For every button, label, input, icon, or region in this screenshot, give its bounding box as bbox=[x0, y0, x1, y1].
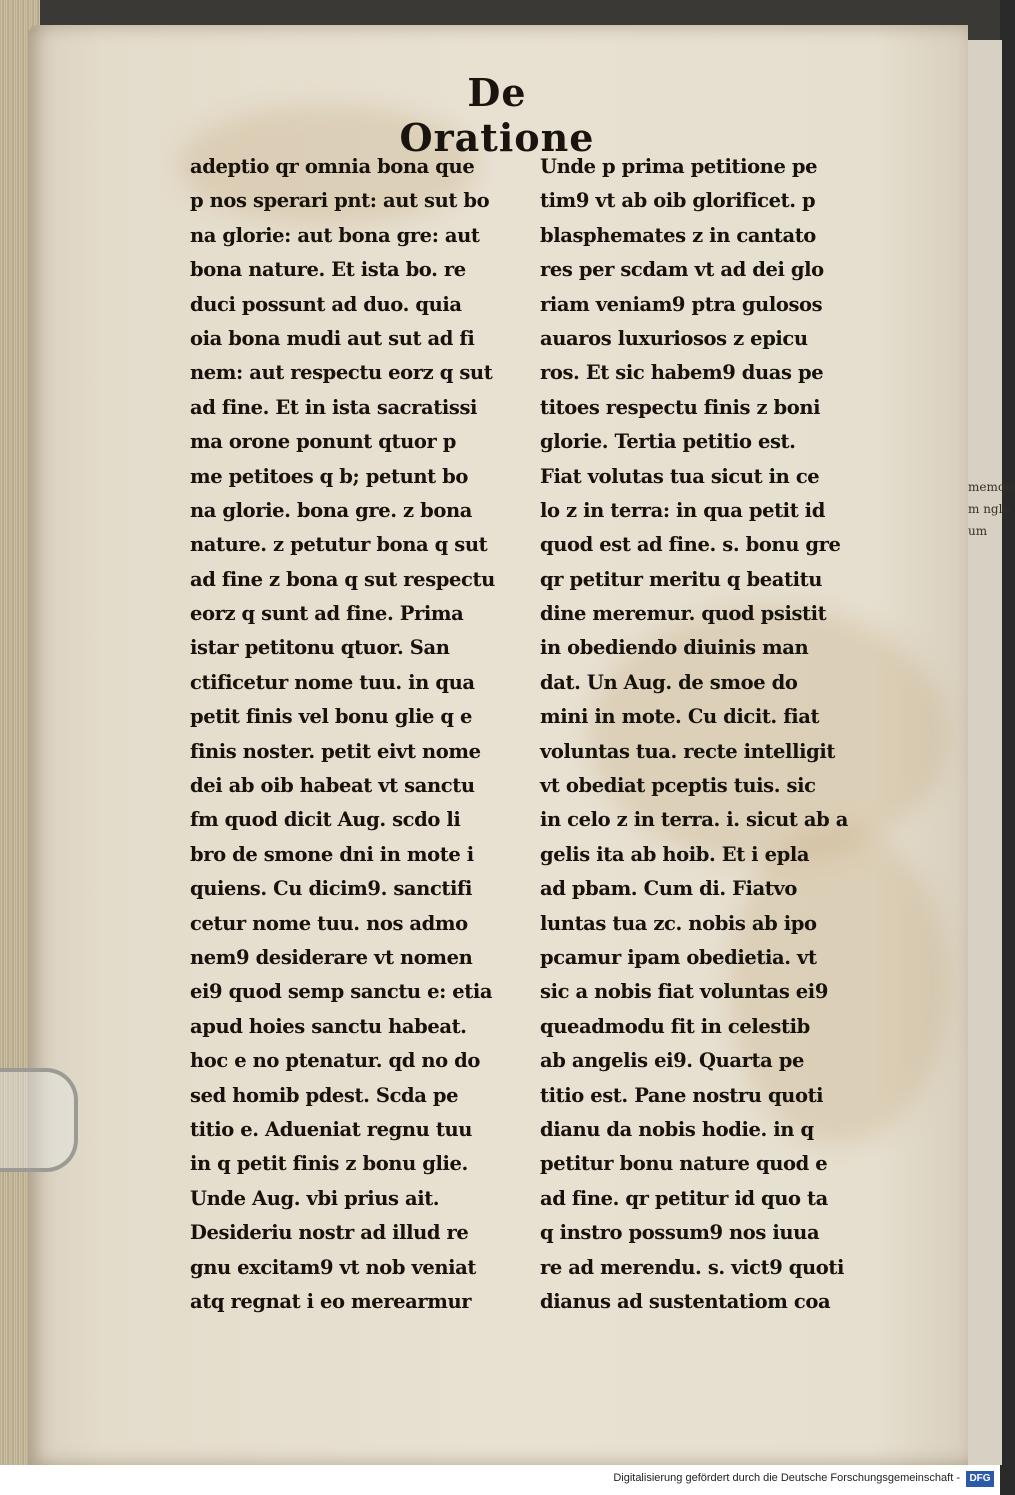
text-line: Desideriu nostr ad illud re bbox=[190, 1221, 469, 1245]
funding-credit: Digitalisierung gefördert durch die Deutsche Forschungsgemeinschaft - bbox=[613, 1472, 960, 1484]
text-line: bro de smone dni in mote i bbox=[190, 842, 474, 866]
text-line: q instro possum9 nos iuua bbox=[540, 1221, 820, 1245]
text-line: gelis ita ab hoib. Et i epla bbox=[540, 842, 810, 866]
text-line: ma orone ponunt qtuor p bbox=[190, 430, 457, 454]
text-line: dine meremur. quod psistit bbox=[540, 602, 827, 626]
text-line: finis noster. petit eivt nome bbox=[190, 739, 481, 763]
text-line: res per scdam vt ad dei glo bbox=[540, 258, 824, 282]
text-line: atq regnat i eo merearmur bbox=[190, 1289, 472, 1313]
text-line: ad fine. Et in ista sacratissi bbox=[190, 395, 478, 419]
text-line: sed homib pdest. Scda pe bbox=[190, 1083, 459, 1107]
page-clip bbox=[0, 1068, 78, 1172]
text-line: vt obediat pceptis tuis. sic bbox=[540, 774, 816, 798]
text-line: lo z in terra: in qua petit id bbox=[540, 498, 825, 522]
text-line: dianu da nobis hodie. in q bbox=[540, 1117, 814, 1141]
text-line: oia bona mudi aut sut ad fi bbox=[190, 326, 475, 350]
text-line: adeptio qr omnia bona que bbox=[190, 155, 475, 178]
text-line: nem9 desiderare vt nomen bbox=[190, 945, 473, 969]
text-line: na glorie. bona gre. z bona bbox=[190, 498, 472, 522]
text-line: Unde Aug. vbi prius ait. bbox=[190, 1186, 440, 1210]
text-line: queadmodu fit in celestib bbox=[540, 1014, 810, 1038]
right-column bbox=[540, 150, 885, 1319]
text-line: voluntas tua. recte intelligit bbox=[540, 739, 835, 763]
text-line: duci possunt ad duo. quia bbox=[190, 292, 462, 316]
text-line: eorz q sunt ad fine. Prima bbox=[190, 602, 464, 626]
text-line: in obediendo diuinis man bbox=[540, 636, 809, 660]
text-line: tim9 vt ab oib glorificet. p bbox=[540, 189, 816, 213]
text-line: luntas tua zc. nobis ab ipo bbox=[540, 911, 817, 935]
margin-note: memori bbox=[968, 480, 1015, 494]
text-line: petitur bonu nature quod e bbox=[540, 1152, 828, 1176]
text-line: riam veniam9 ptra gulosos bbox=[540, 292, 823, 316]
text-line: ad fine. qr petitur id quo ta bbox=[540, 1186, 828, 1210]
text-line: petit finis vel bonu glie q e bbox=[190, 705, 472, 729]
dfg-logo: DFG bbox=[966, 1471, 994, 1487]
text-line: in q petit finis z bonu glie. bbox=[190, 1152, 468, 1176]
text-line: gnu excitam9 vt nob veniat bbox=[190, 1255, 477, 1279]
left-column bbox=[190, 150, 532, 1319]
text-line: blasphemates z in cantato bbox=[540, 223, 816, 247]
running-title: De Oratione bbox=[399, 70, 595, 160]
text-line: pcamur ipam obedietia. vt bbox=[540, 945, 817, 969]
text-line: dei ab oib habeat vt sanctu bbox=[190, 774, 475, 798]
text-line: ei9 quod semp sanctu e: etia bbox=[190, 980, 493, 1004]
margin-note: m nglo bbox=[968, 502, 1010, 516]
text-line: na glorie: aut bona gre: aut bbox=[190, 223, 480, 247]
margin-note: um bbox=[968, 524, 988, 538]
footer-bar bbox=[0, 1465, 1000, 1495]
text-line: quod est ad fine. s. bonu gre bbox=[540, 533, 841, 557]
text-line: nem: aut respectu eorz q sut bbox=[190, 361, 493, 385]
text-line: in celo z in terra. i. sicut ab a bbox=[540, 808, 848, 832]
text-line: ad fine z bona q sut respectu bbox=[190, 567, 495, 591]
text-line: qr petitur meritu q beatitu bbox=[540, 567, 822, 591]
text-line: ab angelis ei9. Quarta pe bbox=[540, 1049, 804, 1073]
text-line: me petitoes q b; petunt bo bbox=[190, 464, 468, 488]
text-line: fm quod dicit Aug. scdo li bbox=[190, 808, 461, 832]
text-line: auaros luxuriosos z epicu bbox=[540, 326, 808, 350]
text-line: dianus ad sustentatiom coa bbox=[540, 1289, 831, 1313]
text-line: Fiat volutas tua sicut in ce bbox=[540, 464, 820, 488]
text-line: cetur nome tuu. nos admo bbox=[190, 911, 468, 935]
text-line: istar petitonu qtuor. San bbox=[190, 636, 450, 660]
text-line: sic a nobis fiat voluntas ei9 bbox=[540, 980, 828, 1004]
facing-page-edge bbox=[962, 40, 1015, 1465]
text-line: re ad merendu. s. vict9 quoti bbox=[540, 1255, 844, 1279]
text-line: ctificetur nome tuu. in qua bbox=[190, 670, 475, 694]
text-line: ros. Et sic habem9 duas pe bbox=[540, 361, 824, 385]
text-line: apud hoies sanctu habeat. bbox=[190, 1014, 467, 1038]
text-line: hoc e no ptenatur. qd no do bbox=[190, 1049, 480, 1073]
text-line: dat. Un Aug. de smoe do bbox=[540, 670, 798, 694]
text-line: titio est. Pane nostru quoti bbox=[540, 1083, 824, 1107]
text-line: glorie. Tertia petitio est. bbox=[540, 430, 796, 454]
text-line: nature. z petutur bona q sut bbox=[190, 533, 488, 557]
text-line: bona nature. Et ista bo. re bbox=[190, 258, 466, 282]
text-line: titio e. Adueniat regnu tuu bbox=[190, 1117, 472, 1141]
text-line: quiens. Cu dicim9. sanctifi bbox=[190, 877, 473, 901]
text-line: mini in mote. Cu dicit. fiat bbox=[540, 705, 820, 729]
text-line: p nos sperari pnt: aut sut bo bbox=[190, 189, 490, 213]
text-line: Unde p prima petitione pe bbox=[540, 155, 818, 178]
text-line: titoes respectu finis z boni bbox=[540, 395, 821, 419]
text-line: ad pbam. Cum di. Fiatvo bbox=[540, 877, 797, 901]
